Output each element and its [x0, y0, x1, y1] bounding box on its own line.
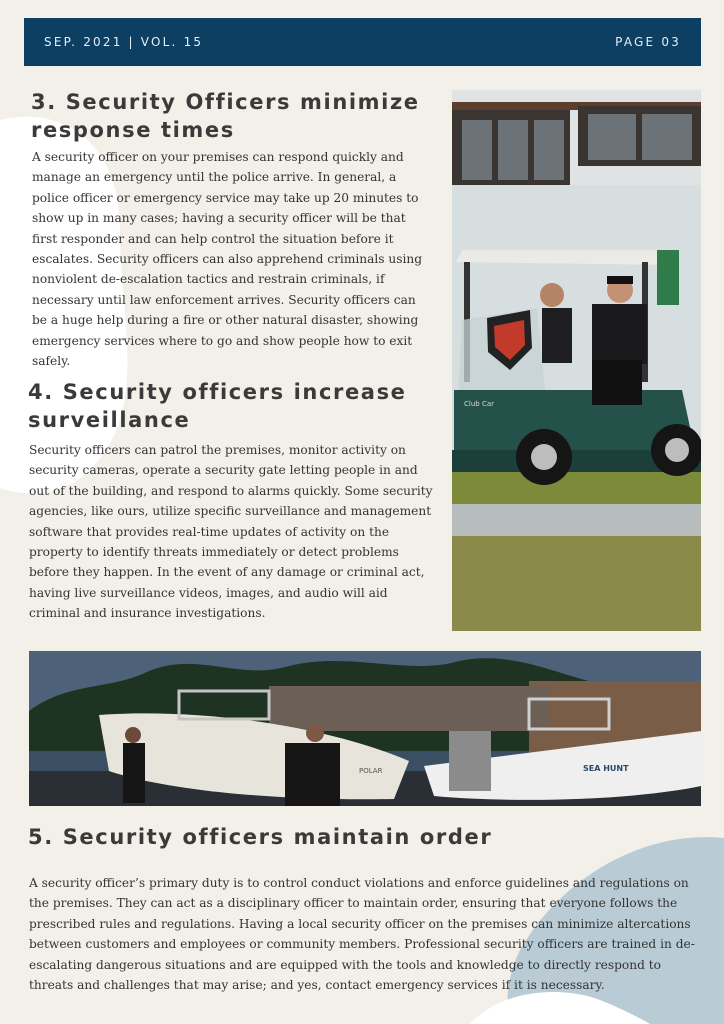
boat-name-text: SEA HUNT: [583, 764, 629, 773]
section-heading: 3. Security Officers minimize response times: [31, 90, 420, 142]
boats-photo: [29, 651, 701, 806]
section-heading: 5. Security officers maintain order: [28, 825, 493, 849]
boat-name-text: POLAR: [359, 767, 383, 775]
issue-label: SEP. 2021 | VOL. 15: [44, 35, 204, 49]
newsletter-header: [24, 18, 701, 66]
section-heading: 4. Security officers increase surveillance: [28, 380, 407, 432]
section-body: A security officer on your premises can respond quickly and manage an emergency until the police arrive. In general, a police officer or emergency service may take up 20 minutes to show up in many cases; having a security officer will be that first responder and can help control the situation before it escalates. Security officers can also apprehend criminals using nonviolent de-escalation tactics and restrain criminals, if necessary until law enforcement arrives. Security officers can be a huge help during a fire or other natural disaster, showing emergency services where to go and show people how to exit safely.: [32, 150, 423, 369]
golf-cart-photo: [452, 90, 701, 631]
cart-brand-text: Club Car: [464, 400, 494, 408]
section-body: A security officer’s primary duty is to control conduct violations and enforce guidelines and regulations on the premises. They can act as a disciplinary officer to maintain order, ensuring that everyone follows the prescribed rules and regulations. Having a local security officer on the premises can minimize altercations between customers and employees or community members. Professional security officers are trained in de-escalating dangerous situations and are equipped with the tools and knowledge to directly respond to threats and challenges that may arise; and yes, contact emergency services if it is necessary.: [29, 876, 695, 993]
section-body: Security officers can patrol the premises, monitor activity on security cameras, operate a security gate letting people in and out of the building, and respond to alarms quickly. Some security agencies, like ours, utilize specific surveillance and management software that provides real-time updates of activity on the property to identify threats immediately or detect problems before they happen. In the event of any damage or criminal act, having live surveillance videos, images, and audio will aid criminal and insurance investigations.: [29, 443, 433, 621]
page-number: PAGE 03: [615, 35, 681, 49]
